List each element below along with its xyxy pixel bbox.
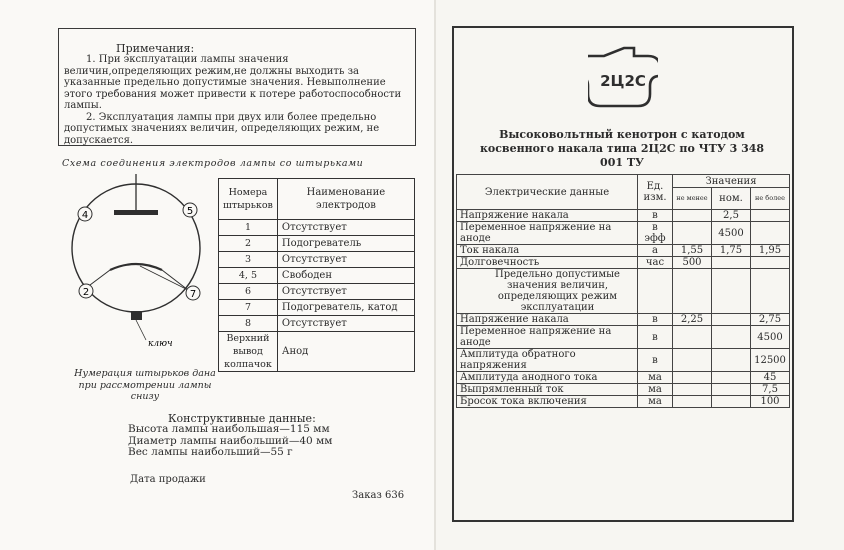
param-min bbox=[673, 210, 712, 222]
col-values-header: Значения bbox=[673, 175, 790, 188]
param-name: Переменное напряжение на аноде bbox=[457, 222, 638, 245]
pin-diagram bbox=[60, 170, 210, 365]
param-min bbox=[673, 222, 712, 245]
param-name: Амплитуда обратного напряжения bbox=[457, 349, 638, 372]
electrode-name: Отсутствует bbox=[277, 284, 414, 300]
table-row bbox=[457, 314, 790, 326]
table-row bbox=[219, 284, 415, 300]
parameters-table bbox=[456, 174, 790, 408]
table-row bbox=[219, 220, 415, 236]
key-leader bbox=[136, 320, 146, 340]
electrode-table bbox=[218, 178, 415, 372]
param-name: Ток накала bbox=[457, 245, 638, 257]
param-nom bbox=[712, 396, 751, 408]
cathode-link bbox=[140, 266, 188, 290]
electrode-name: Подогреватель, катод bbox=[277, 300, 414, 316]
param-min bbox=[673, 326, 712, 349]
electrode-col-name: Наименование электродов bbox=[277, 179, 414, 220]
design-item: Диаметр лампы наибольший—40 мм bbox=[128, 434, 333, 447]
table-row bbox=[457, 349, 790, 372]
param-name: Долговечность bbox=[457, 257, 638, 269]
param-unit: а bbox=[638, 245, 673, 257]
param-unit: в bbox=[638, 210, 673, 222]
table-row bbox=[457, 326, 790, 349]
table-row bbox=[457, 222, 790, 245]
empty-cell bbox=[712, 269, 751, 314]
param-min: 2,25 bbox=[673, 314, 712, 326]
table-row bbox=[457, 396, 790, 408]
design-title: Конструктивные данные: bbox=[168, 412, 316, 425]
electrode-name: Отсутствует bbox=[277, 252, 414, 268]
section-heading: Предельно допустимые значения величин, определяющих режим эксплуатации bbox=[457, 269, 638, 314]
param-max: 12500 bbox=[751, 349, 790, 372]
electrode-num: 2 bbox=[219, 236, 278, 252]
electrode-num: 1 bbox=[219, 220, 278, 236]
param-min bbox=[673, 349, 712, 372]
electrode-name: Анод bbox=[277, 332, 414, 372]
pin7-label: 7 bbox=[189, 289, 197, 300]
right-page bbox=[436, 0, 844, 550]
param-max: 2,75 bbox=[751, 314, 790, 326]
sale-date: Дата продажи bbox=[130, 474, 206, 485]
table-row bbox=[457, 210, 790, 222]
product-title: Высоковольтный кенотрон с катодом косвенного накала типа 2Ц2С по ЧТУ 3 348 001 ТУ bbox=[479, 128, 765, 169]
param-nom: 2,5 bbox=[712, 210, 751, 222]
notes-title: Примечания: bbox=[116, 42, 195, 55]
electrode-num: 6 bbox=[219, 284, 278, 300]
note-2: 2. Эксплуатация лампы при двух или более предельно допустимых значениях величин, определяющих режим, не допускается. bbox=[64, 111, 380, 146]
electrode-num: 8 bbox=[219, 316, 278, 332]
table-row bbox=[219, 236, 415, 252]
table-row bbox=[457, 257, 790, 269]
schema-title: Схема соединения электродов лампы со штырьками bbox=[62, 158, 364, 169]
param-unit: в bbox=[638, 326, 673, 349]
param-unit: ма bbox=[638, 384, 673, 396]
design-item: Вес лампы наибольший—55 г bbox=[128, 446, 293, 458]
logo-text: 2Ц2С bbox=[600, 72, 646, 90]
param-unit: в bbox=[638, 349, 673, 372]
param-name: Напряжение накала bbox=[457, 210, 638, 222]
table-row bbox=[219, 300, 415, 316]
param-nom bbox=[712, 314, 751, 326]
col-name-header: Электрические данные bbox=[457, 175, 638, 210]
table-row bbox=[457, 245, 790, 257]
param-min bbox=[673, 396, 712, 408]
param-max: 7,5 bbox=[751, 384, 790, 396]
electrode-num: 4, 5 bbox=[219, 268, 278, 284]
empty-cell bbox=[751, 269, 790, 314]
param-nom: 4500 bbox=[712, 222, 751, 245]
param-nom bbox=[712, 326, 751, 349]
param-nom: 1,75 bbox=[712, 245, 751, 257]
param-unit: в bbox=[638, 314, 673, 326]
table-row bbox=[219, 268, 415, 284]
table-row bbox=[219, 332, 415, 372]
brand-logo-icon bbox=[588, 46, 658, 108]
parameters-body bbox=[457, 210, 790, 408]
col-max-header: не более bbox=[751, 188, 790, 210]
param-nom bbox=[712, 349, 751, 372]
table-row bbox=[219, 252, 415, 268]
param-min: 500 bbox=[673, 257, 712, 269]
cathode-arc bbox=[110, 264, 162, 270]
col-nom-header: ном. bbox=[712, 188, 751, 210]
param-name: Переменное напряжение на аноде bbox=[457, 326, 638, 349]
param-name: Напряжение накала bbox=[457, 314, 638, 326]
electrode-name: Отсутствует bbox=[277, 220, 414, 236]
table-row bbox=[219, 316, 415, 332]
param-unit: ма bbox=[638, 396, 673, 408]
param-max bbox=[751, 222, 790, 245]
param-nom bbox=[712, 372, 751, 384]
table-row bbox=[457, 269, 790, 314]
key-label: ключ bbox=[148, 339, 173, 349]
param-unit: в эфф bbox=[638, 222, 673, 245]
electrode-col-num: Номера штырьков bbox=[219, 179, 278, 220]
param-max: 4500 bbox=[751, 326, 790, 349]
param-unit: час bbox=[638, 257, 673, 269]
param-nom bbox=[712, 257, 751, 269]
electrode-name: Свободен bbox=[277, 268, 414, 284]
param-max: 45 bbox=[751, 372, 790, 384]
param-unit: ма bbox=[638, 372, 673, 384]
design-item: Высота лампы наибольшая—115 мм bbox=[128, 423, 330, 435]
electrode-name: Подогреватель bbox=[277, 236, 414, 252]
param-max: 1,95 bbox=[751, 245, 790, 257]
electrode-num: Верхний вывод колпачок bbox=[219, 332, 278, 372]
param-nom bbox=[712, 384, 751, 396]
notes-body bbox=[64, 54, 408, 146]
pin2-label: 2 bbox=[82, 287, 90, 298]
empty-cell bbox=[673, 269, 712, 314]
param-max bbox=[751, 257, 790, 269]
param-name: Выпрямленный ток bbox=[457, 384, 638, 396]
electrode-name: Отсутствует bbox=[277, 316, 414, 332]
order-number: Заказ 636 bbox=[352, 490, 405, 501]
key-notch bbox=[131, 311, 142, 320]
table-row bbox=[457, 372, 790, 384]
param-name: Амплитуда анодного тока bbox=[457, 372, 638, 384]
heater-lead-right bbox=[162, 270, 188, 290]
electrode-num: 3 bbox=[219, 252, 278, 268]
table-row bbox=[457, 384, 790, 396]
pin4-label: 4 bbox=[81, 210, 89, 221]
col-min-header: не менее bbox=[673, 188, 712, 210]
pin5-label: 5 bbox=[186, 206, 194, 217]
anode-plate bbox=[114, 210, 158, 215]
design-list bbox=[128, 424, 332, 459]
param-min: 1,55 bbox=[673, 245, 712, 257]
param-min bbox=[673, 384, 712, 396]
param-max: 100 bbox=[751, 396, 790, 408]
empty-cell bbox=[638, 269, 673, 314]
electrode-num: 7 bbox=[219, 300, 278, 316]
note-1: 1. При эксплуатации лампы значения величин,определяющих режим,не должны выходить за указанные предельно допустимые значения. Невыполнение этого требования может привести к потере работоспособности лампы. bbox=[64, 54, 402, 111]
param-max bbox=[751, 210, 790, 222]
param-name: Бросок тока включения bbox=[457, 396, 638, 408]
col-unit-header: Ед. изм. bbox=[638, 175, 673, 210]
pin-caption: Нумерация штырьков дана при рассмотрении лампы снизу bbox=[74, 368, 216, 402]
param-min bbox=[673, 372, 712, 384]
